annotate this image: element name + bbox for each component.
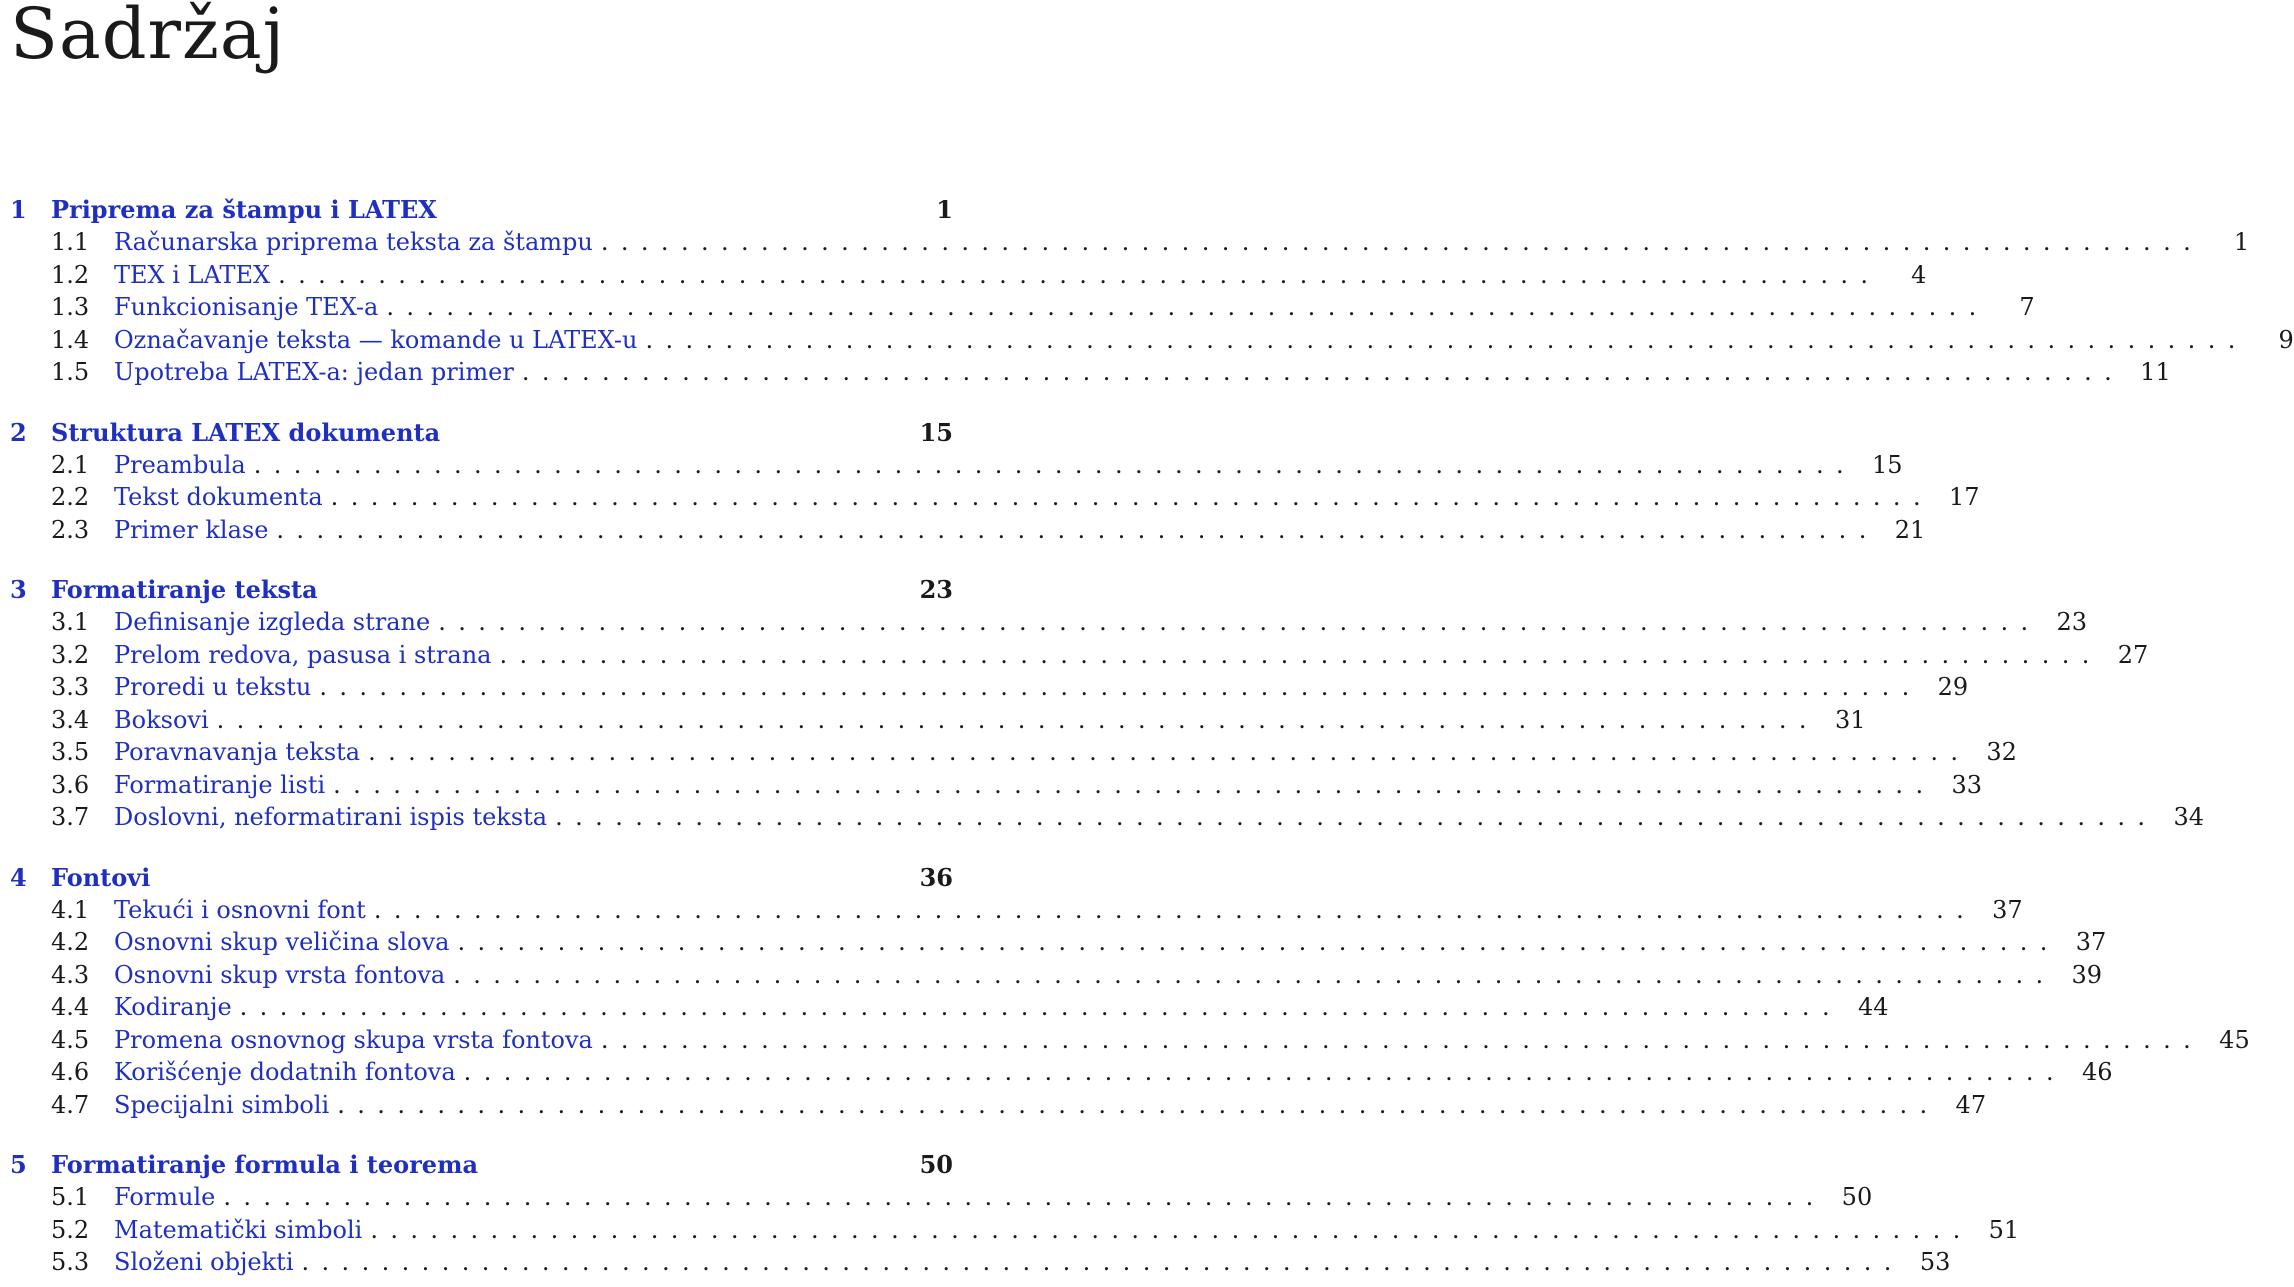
section-page-number: 39 (2071, 960, 2103, 989)
toc-section[interactable] (10, 358, 2171, 391)
chapter-number: 1 (10, 195, 27, 224)
dot-leader: ................................................................................ (457, 928, 2060, 956)
dot-leader: ................................................................................ (276, 515, 1879, 544)
section-title-link[interactable]: Tekst dokumenta (114, 483, 323, 511)
dot-leader: ................................................................................ (301, 1248, 1904, 1276)
dot-leader: ................................................................................ (223, 1183, 1826, 1211)
chapter-page-number: 15 (919, 417, 953, 447)
chapter-number: 4 (10, 862, 27, 892)
chapter-page-number: 23 (919, 575, 953, 604)
section-page-number: 51 (1988, 1215, 2020, 1244)
section-title-link[interactable]: Formule (114, 1183, 216, 1211)
toc-section[interactable] (10, 1215, 2020, 1249)
section-number: 1.5 (51, 358, 90, 386)
section-page-number: 11 (2140, 358, 2171, 386)
dot-leader: ................................................................................ (253, 450, 1857, 479)
section-page-number: 31 (1834, 705, 1866, 734)
section-page-number: 47 (1955, 1090, 1987, 1119)
toc-chapter[interactable] (10, 418, 953, 451)
table-of-contents (10, 195, 2294, 1281)
dot-leader: ................................................................................ (319, 673, 1922, 701)
section-page-number: 33 (1951, 770, 1983, 799)
dot-leader: ................................................................................ (333, 770, 1936, 799)
chapter-number: 3 (10, 575, 27, 604)
dot-leader: ................................................................................ (330, 483, 1933, 511)
section-number: 4.5 (51, 1025, 90, 1054)
toc-section[interactable] (10, 803, 2204, 836)
section-number: 1.3 (51, 293, 90, 321)
section-page-number: 4 (1911, 260, 1927, 289)
section-number: 3.6 (51, 770, 90, 799)
toc-section[interactable] (10, 960, 2103, 994)
section-title-link[interactable]: Osnovni skup veličina slova (114, 928, 450, 956)
section-title-link[interactable]: Funkcionisanje TEX-a (114, 293, 379, 321)
section-number: 3.7 (51, 803, 90, 831)
section-number: 1.4 (51, 325, 90, 354)
section-title-link[interactable]: Formatiranje listi (114, 770, 326, 799)
section-title-link[interactable]: Specijalni simboli (114, 1090, 330, 1119)
section-title-link[interactable]: Prelom redova, pasusa i strana (114, 640, 492, 669)
toc-section[interactable] (10, 1058, 2113, 1091)
section-page-number: 37 (1992, 895, 2023, 924)
dot-leader: ................................................................................ (600, 1025, 2204, 1054)
section-number: 4.6 (51, 1058, 90, 1086)
dot-leader: ................................................................................ (368, 738, 1971, 766)
toc-section[interactable] (10, 325, 2294, 359)
chapter-number: 2 (10, 417, 27, 447)
toc-section[interactable] (10, 228, 2250, 261)
section-title-link[interactable]: Proredi u tekstu (114, 673, 312, 701)
section-number: 4.3 (51, 960, 90, 989)
section-number: 3.5 (51, 738, 90, 766)
dot-leader: ................................................................................ (438, 608, 2041, 636)
section-number: 1.2 (51, 260, 90, 289)
dot-leader: ................................................................................ (463, 1058, 2066, 1086)
section-page-number: 27 (2117, 640, 2149, 669)
chapter-title-link[interactable]: Formatiranje teksta (51, 575, 318, 604)
dot-leader: ................................................................................ (645, 325, 2248, 354)
toc-section[interactable] (10, 1090, 1987, 1124)
toc-section[interactable] (10, 608, 2088, 641)
section-title-link[interactable]: TEX i LATEX (114, 260, 271, 289)
dot-leader: ................................................................................ (386, 293, 1989, 321)
toc-section[interactable] (10, 515, 1926, 549)
toc-section[interactable] (10, 1248, 1951, 1281)
toc-section[interactable] (10, 993, 1889, 1026)
section-title-link[interactable]: Kodiranje (114, 993, 232, 1021)
dot-leader: ................................................................................ (370, 1215, 1973, 1244)
toc-chapter[interactable] (10, 195, 953, 228)
chapter-number: 5 (10, 1150, 27, 1179)
section-title-link[interactable]: Označavanje teksta — komande u LATEX-u (114, 325, 638, 354)
toc-section[interactable] (10, 450, 1903, 484)
dot-leader: ................................................................................ (600, 228, 2204, 256)
toc-section[interactable] (10, 293, 2035, 326)
dot-leader: ................................................................................ (337, 1090, 1940, 1119)
toc-section[interactable] (10, 1025, 2250, 1059)
dot-leader: ................................................................................ (499, 640, 2102, 669)
section-title-link[interactable]: Tekući i osnovni font (114, 895, 366, 924)
toc-section[interactable] (10, 705, 1866, 739)
section-page-number: 45 (2219, 1025, 2250, 1054)
chapter-title-link[interactable]: Priprema za štampu i LATEX (51, 195, 437, 224)
chapter-title-link[interactable]: Formatiranje formula i teorema (51, 1150, 479, 1179)
section-title-link[interactable]: Složeni objekti (114, 1248, 294, 1276)
chapter-title-link[interactable]: Struktura LATEX dokumenta (51, 417, 441, 447)
section-number: 4.4 (51, 993, 90, 1021)
chapter-page-number: 1 (936, 195, 953, 224)
section-title-link[interactable]: Boksovi (114, 705, 209, 734)
section-number: 2.3 (51, 515, 90, 544)
toc-section[interactable] (10, 640, 2149, 674)
chapter-title-link[interactable]: Fontovi (51, 862, 151, 892)
section-number: 1.1 (51, 228, 90, 256)
section-number: 5.2 (51, 1215, 90, 1244)
section-title-link[interactable]: Računarska priprema teksta za štampu (114, 228, 593, 256)
section-page-number: 7 (2019, 293, 2035, 321)
toc-section[interactable] (10, 895, 2023, 929)
section-title-link[interactable]: Promena osnovnog skupa vrsta fontova (114, 1025, 593, 1054)
section-title-link[interactable]: Matematički simboli (114, 1215, 363, 1244)
chapter-page-number: 36 (919, 862, 953, 892)
section-number: 3.1 (51, 608, 90, 636)
section-title-link[interactable]: Korišćenje dodatnih fontova (114, 1058, 456, 1086)
section-title-link[interactable]: Preambula (114, 450, 246, 479)
section-number: 2.2 (51, 483, 90, 511)
section-page-number: 46 (2081, 1058, 2113, 1086)
toc-chapter[interactable] (10, 575, 953, 608)
section-page-number: 9 (2278, 325, 2294, 354)
dot-leader: ................................................................................ (521, 358, 2125, 386)
section-page-number: 17 (1948, 483, 1980, 511)
dot-leader: ................................................................................ (278, 260, 1881, 289)
section-page-number: 44 (1857, 993, 1889, 1021)
section-number: 5.1 (51, 1183, 90, 1211)
section-number: 3.3 (51, 673, 90, 701)
section-title-link[interactable]: Upotreba LATEX-a: jedan primer (114, 358, 514, 386)
section-number: 4.1 (51, 895, 90, 924)
toc-section[interactable] (10, 928, 2107, 961)
toc-section[interactable] (10, 1183, 1873, 1216)
section-title-link[interactable]: Doslovni, neformatirani ispis teksta (114, 803, 548, 831)
section-page-number: 37 (2075, 928, 2107, 956)
toc-chapter[interactable] (10, 1150, 953, 1183)
dot-leader: ................................................................................ (239, 993, 1842, 1021)
section-page-number: 15 (1872, 450, 1903, 479)
dot-leader: ................................................................................ (453, 960, 2056, 989)
toc-section[interactable] (10, 770, 1983, 804)
section-page-number: 29 (1937, 673, 1969, 701)
section-title-link[interactable]: Osnovni skup vrsta fontova (114, 960, 446, 989)
section-number: 3.2 (51, 640, 90, 669)
section-number: 4.7 (51, 1090, 90, 1119)
section-page-number: 21 (1894, 515, 1926, 544)
toc-section[interactable] (10, 673, 1969, 706)
section-number: 2.1 (51, 450, 90, 479)
section-page-number: 1 (2233, 228, 2250, 256)
section-page-number: 50 (1841, 1183, 1873, 1211)
section-page-number: 32 (1986, 738, 2017, 766)
chapter-page-number: 50 (919, 1150, 953, 1179)
toc-section[interactable] (10, 260, 1927, 294)
toc-section[interactable] (10, 738, 2017, 771)
section-page-number: 53 (1919, 1248, 1951, 1276)
section-page-number: 23 (2056, 608, 2088, 636)
section-title-link[interactable]: Primer klase (114, 515, 269, 544)
section-title-link[interactable]: Definisanje izgleda strane (114, 608, 431, 636)
dot-leader: ................................................................................ (216, 705, 1819, 734)
dot-leader: ................................................................................ (555, 803, 2158, 831)
section-number: 4.2 (51, 928, 90, 956)
section-number: 3.4 (51, 705, 90, 734)
section-page-number: 34 (2173, 803, 2204, 831)
toc-section[interactable] (10, 483, 1980, 516)
dot-leader: ................................................................................ (373, 895, 1977, 924)
section-title-link[interactable]: Poravnavanja teksta (114, 738, 361, 766)
page-title: Sadržaj (10, 0, 286, 75)
section-number: 5.3 (51, 1248, 90, 1276)
toc-chapter[interactable] (10, 863, 953, 896)
